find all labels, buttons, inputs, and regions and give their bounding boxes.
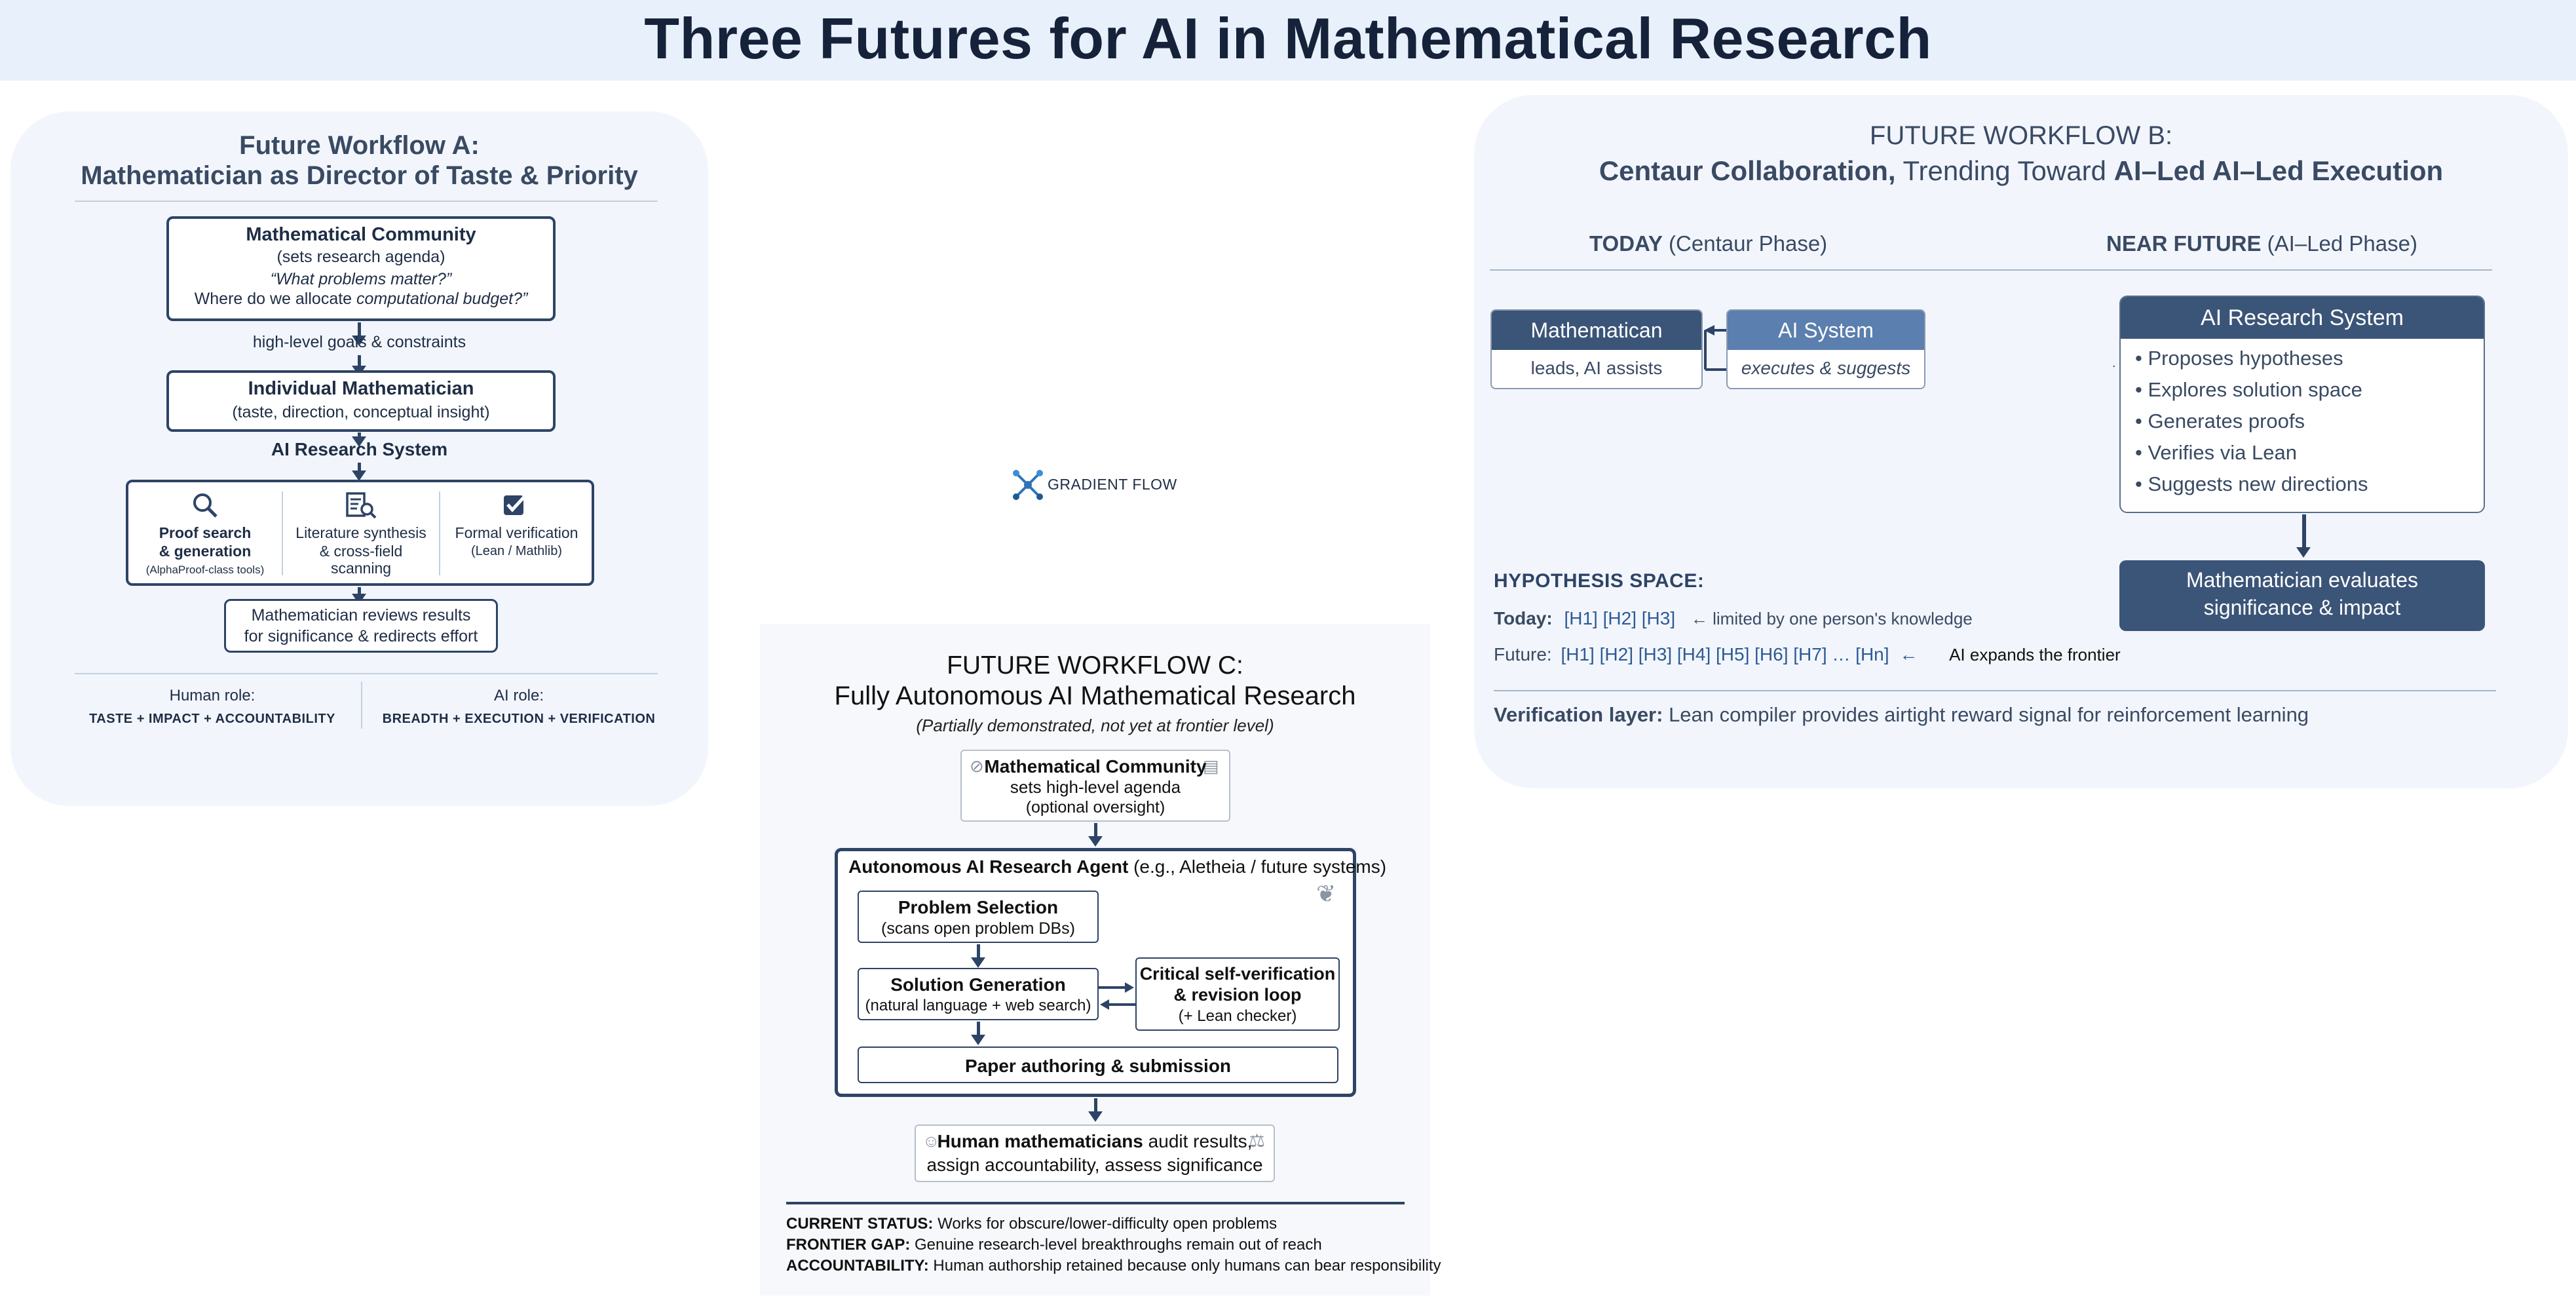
critical-verification-box <box>1135 957 1340 1031</box>
today-bold: TODAY <box>1589 231 1663 256</box>
evaluates-box <box>2119 560 2485 631</box>
hypothesis-future-row <box>1494 644 2121 665</box>
workflow-b-panel <box>1474 95 2568 788</box>
divider <box>75 201 658 202</box>
c-community-sub2: (optional oversight) <box>1025 798 1165 816</box>
status-label: CURRENT STATUS: <box>786 1215 934 1233</box>
workflow-c-panel <box>760 624 1441 1296</box>
tool-line2: & generation <box>159 543 252 560</box>
community-q2-prefix: Where do we allocate <box>194 290 357 308</box>
divider <box>75 673 658 674</box>
critical-line3: (+ Lean checker) <box>1178 1007 1297 1025</box>
tool-line1: Literature synthesis <box>295 524 426 541</box>
divider <box>786 1202 1405 1204</box>
arrow-down <box>977 944 980 959</box>
divider <box>1494 690 2496 691</box>
dot-mark: . <box>2112 356 2116 370</box>
gradient-flow-logo-icon <box>1011 468 1045 502</box>
paper-authoring-box <box>858 1047 1338 1083</box>
problem-selection-box <box>858 891 1099 943</box>
research-system-title: AI Research System <box>2121 297 2484 339</box>
critical-line1: Critical self-verification <box>1139 964 1336 984</box>
arrow-down <box>358 463 361 472</box>
gap-line <box>786 1236 1322 1254</box>
tool-literature <box>283 482 439 584</box>
research-system-box <box>2119 296 2485 513</box>
verification-rest: Lean compiler provides airtight reward signal for reinforcement learning <box>1663 703 2309 726</box>
research-item-text: Proposes hypotheses <box>2148 347 2343 370</box>
acc-text: Human authorship retained because only humans can bear responsibility <box>928 1257 1441 1275</box>
research-item-text: Suggests new directions <box>2148 472 2368 495</box>
loop-arrows <box>1099 980 1135 1012</box>
title-mid: Trending Toward <box>1895 155 2114 186</box>
workflow-c-title-2: Fully Autonomous AI Mathematical Research <box>834 682 1356 710</box>
divider <box>361 682 362 729</box>
community-sub: (sets research agenda) <box>276 248 445 266</box>
workflow-b-title-2 <box>1474 155 2568 187</box>
future-hypotheses: [H1] [H2] [H3] [H4] [H5] [H6] [H7] … [Hn] <box>1561 644 1889 664</box>
research-item-text: Verifies via Lean <box>2148 441 2297 464</box>
arrow-down <box>2302 514 2306 548</box>
near-future-heading <box>2106 231 2417 256</box>
workflow-c-title-1: FUTURE WORKFLOW C: <box>947 651 1243 680</box>
mathematician-box <box>1490 309 1703 389</box>
c-community-box <box>960 750 1230 822</box>
solution-generation-box <box>858 968 1099 1020</box>
acc-label: ACCOUNTABILITY: <box>786 1257 929 1275</box>
community-box <box>166 216 556 321</box>
audit-line2: assign accountability, assess significance <box>926 1155 1263 1175</box>
header-banner <box>0 0 2576 81</box>
audit-line1 <box>916 1131 1274 1152</box>
workflow-b-title-1: FUTURE WORKFLOW B: <box>1869 121 2173 150</box>
solution-title: Solution Generation <box>890 974 1066 995</box>
tool-proof-search <box>128 482 282 584</box>
today-heading <box>1589 231 1827 256</box>
ai-system-label: AI System <box>1728 311 1924 350</box>
verification-layer <box>1494 703 2309 727</box>
ai-role-value: BREADTH + EXECUTION + VERIFICATION <box>382 712 656 726</box>
critical-line2: & revision loop <box>1173 985 1302 1005</box>
arrow-down <box>977 1022 980 1036</box>
compass-icon: ⊘ <box>970 756 984 776</box>
tool-line2: (Lean / Mathlib) <box>471 544 562 558</box>
document-search-icon <box>345 491 378 520</box>
arrow-down <box>358 587 361 595</box>
today-note: ← limited by one person's knowledge <box>1690 609 1973 628</box>
workflow-a-title-2: Mathematician as Director of Taste & Priority <box>81 161 638 190</box>
evaluates-line2: significance & impact <box>2203 596 2401 619</box>
tool-line3: scanning <box>330 560 392 577</box>
ai-system-sub: executes & suggests <box>1741 358 1911 378</box>
individual-title: Individual Mathematician <box>248 378 474 399</box>
tool-line2: & cross-field <box>319 543 403 560</box>
brand-name: GRADIENT FLOW <box>1048 476 1177 493</box>
agent-title <box>848 856 1386 877</box>
audit-box <box>915 1124 1275 1182</box>
research-item: • Verifies via Lean <box>2135 441 2297 464</box>
workflow-c-subtitle: (Partially demonstrated, not yet at frontier level) <box>916 716 1274 735</box>
mathematician-sub: leads, AI assists <box>1530 358 1663 378</box>
gap-text: Genuine research-level breakthroughs remain out of reach <box>910 1236 1322 1254</box>
arrow-down <box>1094 1098 1097 1113</box>
workflow-a-title-1: Future Workflow A: <box>239 131 480 160</box>
page-title: Three Futures for AI in Mathematical Research <box>644 6 1932 71</box>
review-line1: Mathematician reviews results <box>251 606 471 624</box>
research-item: • Suggests new directions <box>2135 472 2368 495</box>
tool-line1: Formal verification <box>455 524 578 541</box>
title-bold-2: AI–Led AI–Led Execution <box>2113 155 2444 186</box>
checkmark-icon <box>502 491 531 519</box>
divider <box>1490 269 2492 271</box>
solution-sub: (natural language + web search) <box>865 997 1091 1014</box>
audit-rest: audit results, <box>1143 1131 1253 1151</box>
connector <box>358 432 361 438</box>
verification-bold: Verification layer: <box>1494 703 1663 726</box>
title-bold-1: Centaur Collaboration, <box>1599 155 1896 186</box>
research-item-text: Generates proofs <box>2148 410 2305 432</box>
future-label: Future: <box>1494 644 1552 664</box>
tools-box <box>126 480 594 586</box>
people-icon: ☺ <box>922 1131 940 1151</box>
research-item-text: Explores solution space <box>2148 378 2362 401</box>
brand-logo <box>1011 467 1181 503</box>
c-community-sub1: sets high-level agenda <box>1010 777 1181 797</box>
ai-role-label: AI role: <box>493 687 544 704</box>
ai-system-box <box>1726 309 1925 389</box>
individual-box <box>166 370 556 432</box>
workflow-a-panel <box>10 111 708 806</box>
agent-bold: Autonomous AI Research Agent <box>848 856 1129 877</box>
goals-label: high-level goals & constraints <box>252 333 466 351</box>
mathematician-label: Mathematican <box>1492 311 1701 350</box>
brain-icon: ❦ <box>1316 880 1336 907</box>
accountability-line <box>786 1257 1441 1275</box>
human-role-label: Human role: <box>169 687 256 704</box>
today-hypotheses: [H1] [H2] [H3] <box>1564 608 1676 628</box>
near-bold: NEAR FUTURE <box>2106 231 2262 256</box>
future-arrow: ← <box>1899 644 1918 664</box>
today-label: Today: <box>1494 608 1553 628</box>
problem-sub: (scans open problem DBs) <box>881 919 1075 938</box>
hypothesis-today-row <box>1494 608 1973 629</box>
scales-icon: ⚖ <box>1249 1130 1266 1151</box>
evaluates-line1: Mathematician evaluates <box>2186 568 2418 592</box>
status-text: Works for obscure/lower-difficulty open problems <box>933 1215 1278 1233</box>
ai-system-label: AI Research System <box>271 439 448 459</box>
tool-line1: Proof search <box>159 524 252 541</box>
paper-label: Paper authoring & submission <box>964 1056 1232 1076</box>
search-icon <box>191 491 219 519</box>
agent-box <box>835 848 1387 1097</box>
community-q1: “What problems matter?” <box>270 270 452 288</box>
review-line2: for significance & redirects effort <box>244 627 478 645</box>
community-title: Mathematical Community <box>246 224 476 245</box>
tool-line3: (AlphaProof-class tools) <box>145 564 265 576</box>
community-q2 <box>169 290 553 309</box>
status-line <box>786 1215 1277 1233</box>
research-item: • Explores solution space <box>2135 378 2362 401</box>
near-rest: (AI–Led Phase) <box>2261 231 2417 256</box>
review-box <box>224 599 498 653</box>
document-icon: ▤ <box>1203 756 1219 776</box>
audit-bold: Human mathematicians <box>937 1131 1143 1151</box>
arrow-down <box>358 355 361 367</box>
today-rest: (Centaur Phase) <box>1662 231 1828 256</box>
c-community-title: Mathematical Community <box>984 756 1207 777</box>
agent-rest: (e.g., Aletheia / future systems) <box>1128 856 1387 877</box>
hypothesis-heading: HYPOTHESIS SPACE: <box>1494 570 1705 592</box>
human-role-value: TASTE + IMPACT + ACCOUNTABILITY <box>89 712 335 726</box>
future-note: AI expands the frontier <box>1949 645 2121 664</box>
research-item: • Proposes hypotheses <box>2135 347 2343 370</box>
tool-formal-verification <box>440 482 593 584</box>
individual-sub: (taste, direction, conceptual insight) <box>232 403 490 421</box>
community-q2-em: computational budget?” <box>356 290 528 308</box>
arrow-down <box>1094 823 1097 837</box>
gap-label: FRONTIER GAP: <box>786 1236 911 1254</box>
problem-title: Problem Selection <box>898 897 1059 917</box>
research-item: • Generates proofs <box>2135 410 2305 432</box>
